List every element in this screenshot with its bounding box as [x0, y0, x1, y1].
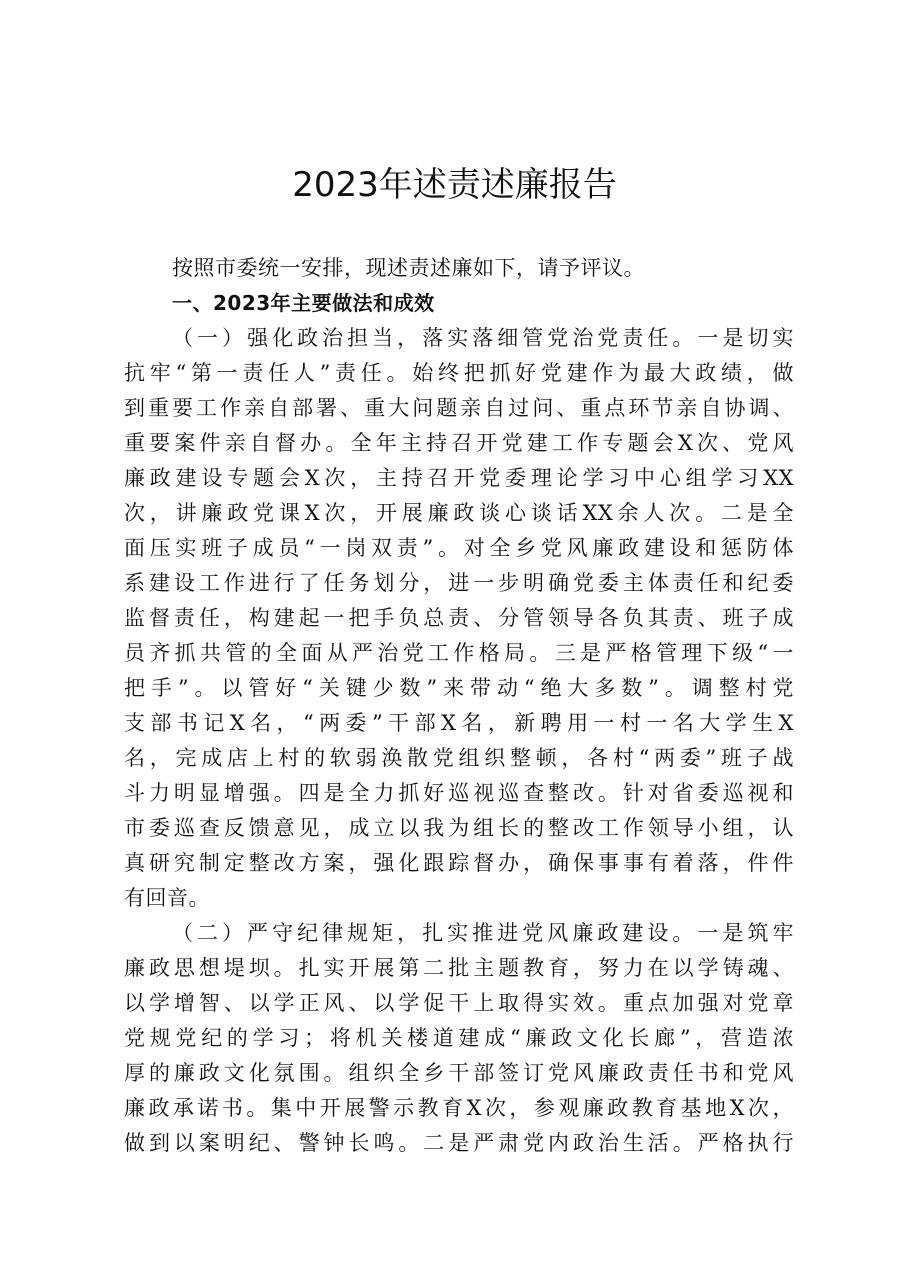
paragraph-line: 监督责任，构建起一把手负总责、分管领导各负其责、班子成: [124, 606, 794, 630]
paragraph-line: 抗牢“第一责任人”责任。始终把抓好党建作为最大政绩，做: [124, 361, 794, 385]
paragraph-line: 重要案件亲自督办。全年主持召开党建工作专题会X次、党风: [124, 431, 794, 455]
paragraph-line: 次，讲廉政党课X次，开展廉政谈心谈话XX余人次。二是全: [124, 501, 794, 525]
section-heading: 一、2023年主要做法和成效: [172, 291, 435, 315]
paragraph-line: （一）强化政治担当，落实落细管党治党责任。一是切实: [172, 326, 794, 350]
paragraph-line: 斗力明显增强。四是全力抓好巡视巡查整改。针对省委巡视和: [124, 781, 794, 805]
paragraph-line: （二）严守纪律规矩，扎实推进党风廉政建设。一是筑牢: [172, 921, 794, 945]
paragraph-line: 有回音。: [124, 886, 210, 910]
paragraph-line: 做到以案明纪、警钟长鸣。二是严肃党内政治生活。严格执行: [124, 1131, 794, 1155]
paragraph-line: 员齐抓共管的全面从严治党工作格局。三是严格管理下级“一: [124, 641, 794, 665]
paragraph-line: 厚的廉政文化氛围。组织全乡干部签订党风廉政责任书和党风: [124, 1061, 794, 1085]
paragraph-line: 廉政思想堤坝。扎实开展第二批主题教育，努力在以学铸魂、: [124, 956, 794, 980]
paragraph-line: 支部书记X名，“两委”干部X名，新聘用一村一名大学生X: [124, 711, 794, 735]
paragraph-line: 真研究制定整改方案，强化跟踪督办，确保事事有着落，件件: [124, 851, 794, 875]
paragraph-line: 到重要工作亲自部署、重大问题亲自过问、重点环节亲自协调、: [124, 396, 794, 420]
intro-paragraph: 按照市委统一安排，现述责述廉如下，请予评议。: [172, 256, 645, 280]
paragraph-line: 廉政承诺书。集中开展警示教育X次，参观廉政教育基地X次，: [124, 1096, 794, 1120]
document-body: [124, 251, 794, 1161]
paragraph-line: 把手”。以管好“关键少数”来带动“绝大多数”。调整村党: [124, 676, 794, 700]
paragraph-line: 系建设工作进行了任务划分，进一步明确党委主体责任和纪委: [124, 571, 794, 595]
paragraph-line: 市委巡查反馈意见，成立以我为组长的整改工作领导小组，认: [124, 816, 794, 840]
paragraph-line: 名，完成店上村的软弱涣散党组织整顿，各村“两委”班子战: [124, 746, 794, 770]
paragraph-line: 党规党纪的学习；将机关楼道建成“廉政文化长廊”，营造浓: [124, 1026, 794, 1050]
paragraph-line: 面压实班子成员“一岗双责”。对全乡党风廉政建设和惩防体: [124, 536, 794, 560]
paragraph-line: 廉政建设专题会X次，主持召开党委理论学习中心组学习XX: [124, 466, 794, 490]
document-title: 2023年述责述廉报告: [292, 165, 617, 205]
paragraph-line: 以学增智、以学正风、以学促干上取得实效。重点加强对党章: [124, 991, 794, 1015]
